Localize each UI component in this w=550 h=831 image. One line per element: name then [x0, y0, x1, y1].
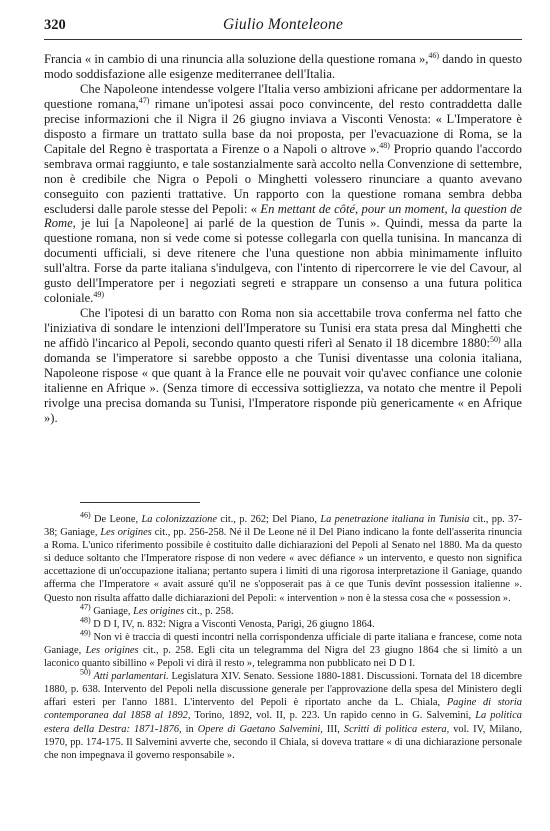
footnote [44, 628, 523, 670]
text-run: D D I, IV, n. 832: Nigra a Visconti Venosta, Parigi, 26 giugno 1864. [90, 618, 375, 630]
text-run: Non vi è traccia di questi incontri nella corrispondenza ufficiale di parte italiana e francese, come nota Ganiage, [44, 631, 522, 656]
footnote-reference: 47) [80, 602, 91, 612]
text-run: Ganiage, [90, 605, 134, 617]
footnote-reference: 47) [138, 95, 150, 105]
text-run: Francia « in cambio di una rinuncia alla soluzione della questione romana », [44, 52, 429, 66]
text-run: Che l'ipotesi di un baratto con Roma non sia accettabile trova conferma nel fatto che l'iniziativa di sondare le intenzioni dell'Imperatore su Tunisi era stata presa dal Minghetti che ne affidò l'incarico al Pepoli, secondo quanto questi riferì al Senato il 18 dicembre 1880: [44, 306, 522, 351]
page-number: 320 [44, 17, 66, 33]
text-run: in [181, 723, 198, 735]
italic-text: Les origines [100, 527, 152, 539]
footnote [44, 667, 523, 762]
text-run: cit., p. 262; Del Piano, [216, 514, 321, 525]
footnote [44, 510, 522, 605]
text-run: cit., p. 258. [184, 605, 234, 617]
footnote-reference: 48) [80, 615, 91, 625]
header-rule [44, 39, 522, 40]
footnote-reference: 46) [80, 510, 91, 520]
text-run: Torino, 1892, vol. II, p. 223. Un rapido cenno in G. Salvemini, [190, 710, 476, 722]
text-run: Legislatura XIV. Senato. Sessione 1880-1881. Discussioni. Tornata del 18 dicembre 1880, p. 638. Intervento del Pepoli nella discussione generale per l'approvazione della spesa del Ministero degli affari esteri per l'anno 1881. L'intervento del Pepoli è riportato anche da L. Chiala, [44, 671, 523, 709]
italic-text: En mettant de côté, pour un moment, la question de Rome, [44, 201, 522, 231]
italic-text: Scritti di politica estera, [343, 723, 450, 735]
text-run: rimane un'ipotesi assai poco convincente, del resto contraddetta dalle precise informazioni che il Nigra il 26 giugno inviava a Visconti Venosta: « L'Imperatore è disposto a firmare un trattato sulla base da noi proposta, per l'evacuazione di Roma, se la Capitale del Regno è trasportata a Firenze o a Napoli o altrove ». [44, 96, 522, 156]
page-header [44, 14, 522, 36]
footnote [44, 602, 522, 618]
text-run: vol. IV, Milano, 1970, pp. 174-175. Il Salvemini avverte che, secondo il Chiala, si doveva trattare « di una dichiarazione personale che non impegnava il governo responsabile ». [44, 723, 522, 761]
footnote [44, 615, 522, 631]
italic-text: La penetrazione italiana in Tunisia [320, 514, 470, 525]
italic-text: Pagine di storia contemporanea dal 1858 al 1892, [44, 697, 522, 722]
italic-text: La colonizzazione [141, 514, 217, 525]
italic-text: Les origines [133, 605, 185, 617]
text-run: alla domanda se l'imperatore si sarebbe opposto a che Tunisi diventasse una colonia italiana, Napoleone rispose « que quant à la France elle ne pouvait voir qu'avec confiance une colonie italienne en Afrique ». (Senza timore di eccessiva sottigliezza, va notato che mentre il Pepoli rivolge una precisa domanda su Tunisi, l'Imperatore risponde più genericamente « en Afrique »). [44, 336, 523, 425]
text-run: III, [322, 723, 344, 735]
footnote-reference: 50) [80, 667, 91, 677]
footnote-separator [80, 502, 200, 503]
text-run: dando in questo modo soddisfazione alle esigenze mediterranee dell'Italia. [44, 52, 522, 81]
text-run: De Leone, [90, 514, 142, 525]
text-run: cit., p. 258. Egli cita un telegramma del Nigra del 23 giugno 1864 che si limitò a un laconico quanto sibillino « Pepoli vi dirà il resto », telegramma non pubblicato nei D D I. [44, 644, 523, 670]
footnote-reference: 46) [428, 50, 440, 60]
footnote-reference: 48) [379, 140, 390, 150]
footnotes [44, 510, 523, 762]
footnote-reference: 49) [93, 290, 104, 300]
italic-text: La politica estera della Destra: 1871-1876, [44, 710, 523, 735]
footnote-reference: 49) [80, 628, 91, 638]
body-paragraph [44, 306, 522, 426]
text-run: Che Napoleone intendesse volgere l'Italia verso ambizioni africane per addormentare la questione romana, [44, 81, 522, 111]
body-paragraph [44, 52, 522, 82]
text-run: cit., pp. 37-38; Ganiage, [44, 514, 522, 539]
text-run: cit., pp. 256-258. Né il De Leone né il Del Piano indicano la fonte dell'asserita rinuncia a Roma. L'unico riferimento possibile è costituito dalle dichiarazioni del Pepoli al Senato nel 1880. Ma da questo si deduce soltanto che l'Imperatore rispose di non vedere « avec défiance » un intervento, e questo non significa accettazione di un'occupazione italiana; pertanto supera i limiti di una rigorosa interpretazione il Ganiage, quando afferma che l'Imperatore « avait assuré qu'il ne s'opposerait pas à ce que Tunis devînt possession italienne ». Questo non risulta affatto dalle dichiarazioni del Pepoli: « intervention » non è la stessa cosa che « possession ». [44, 527, 522, 604]
text-run: Proprio quando l'accordo sembrava ormai raggiunto, e tale sostanzialmente sarà accolto nella Convenzione di settembre, non è credibile che Nigra o Pepoli o Minghetti volessero rinunciare a quanto avevano conseguito con pazienti trattative. Un rapporto con la questione romana sembra debba escludersi dalle parole stesse del Pepoli: « [44, 141, 522, 216]
italic-text: Opere di Gaetano Salvemini, [197, 723, 323, 735]
text-run: je lui [a Napoleone] ai parlé de la question de Tunis ». Quindi, messa da parte la questione romana, non si vede come si potesse collegarla con quella tunisina. In mancanza di documenti ufficiali, si deve ritenere che l'una questione non abbia minimamente influito sull'altra. Forse da parte italiana s'indulgeva, con l'intento di ripercorrere le vie del Cavour, al gusto dell'Imperatore per i negoziati segreti e strappare un consenso a una futura politica coloniale. [44, 216, 522, 306]
italic-text: Les origines [85, 644, 139, 656]
main-text [44, 52, 522, 426]
italic-text: Atti parlamentari. [93, 671, 169, 683]
footnote-reference: 50) [490, 334, 501, 344]
running-title: Giulio Monteleone [222, 16, 344, 33]
body-paragraph [44, 82, 522, 306]
